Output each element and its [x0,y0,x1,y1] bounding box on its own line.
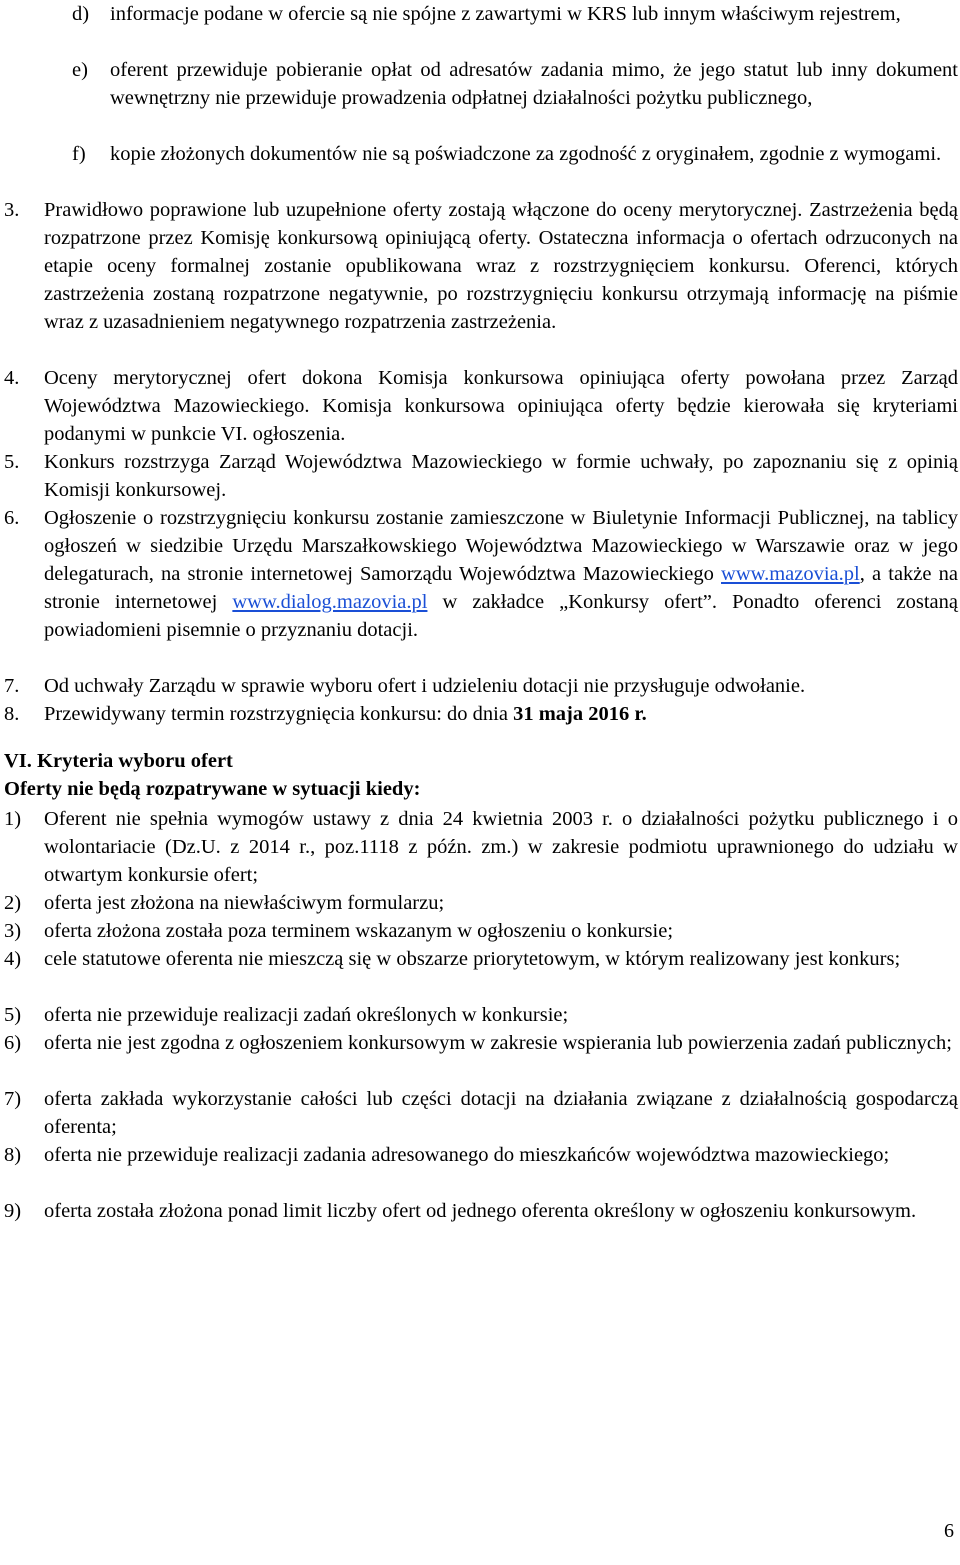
item-text-part: w zakładce „Konkursy ofert”. Ponadto oferenci zostaną powiadomieni pisemnie o przyznaniu dotacji. [44,591,958,641]
list-marker: 9) [4,1200,22,1222]
list-item-e [72,56,958,112]
list-marker: 5. [4,451,20,473]
numbered-item-6 [4,504,958,644]
item-text-part: , a także na stronie internetowej [44,563,958,613]
section-heading [4,747,233,775]
list-marker: 3. [4,199,20,221]
dialog-mazovia-link[interactable]: www.dialog.mazovia.pl [232,591,428,613]
list-item-text [44,700,958,728]
numbered-item-8 [4,700,958,728]
criteria-item-9 [4,1197,958,1225]
list-item-text: Oferent nie spełnia wymogów ustawy z dnia 24 kwietnia 2003 r. o działalności pożytku publicznego i o wolontariacie (Dz.U. z 2014 r., poz.1118 z późn. zm.) w zakresie podmiotu uprawnionego do udziału w otwartym konkursie ofert; [44,808,958,886]
item-text-part: Przewidywany termin rozstrzygnięcia konkursu: do dnia [44,703,514,725]
list-marker: 2) [4,892,22,914]
list-item-text: Prawidłowo poprawione lub uzupełnione oferty zostają włączone do oceny merytorycznej. Zastrzeżenia będą rozpatrzone przez Komisję konkursową opiniującą oferty. Ostateczna informacja o ofertach odrzuconych na etapie oceny formalnej zostanie opublikowana wraz z rozstrzygnięciem konkursu. Oferenci, których zastrzeżenia zostaną rozpatrzone negatywnie, po rozstrzygnięciu konkursu otrzymają informację na piśmie wraz z uzasadnieniem negatywnego rozpatrzenia zastrzeżenia. [44,199,958,333]
list-item-text [44,504,958,644]
list-marker: 8. [4,703,20,725]
list-marker: 4. [4,367,20,389]
list-item-text: oferta nie przewiduje realizacji zadania adresowanego do mieszkańców województwa mazowieckiego; [44,1144,890,1166]
deadline-date: 31 maja 2016 r. [513,703,647,725]
list-marker: 8) [4,1144,22,1166]
list-marker: 7. [4,675,20,697]
list-item-text: informacje podane w ofercie są nie spójne z zawartymi w KRS lub innym właściwym rejestrem, [110,3,901,25]
list-item-text: Konkurs rozstrzyga Zarząd Województwa Mazowieckiego w formie uchwały, po zapoznaniu się z opinią Komisji konkursowej. [44,451,958,501]
list-item-text: Od uchwały Zarządu w sprawie wyboru ofert i udzieleniu dotacji nie przysługuje odwołanie. [44,675,806,697]
list-item-text: oferta nie jest zgodna z ogłoszeniem konkursowym w zakresie wspierania lub powierzenia zadań publicznych; [44,1032,952,1054]
numbered-item-7 [4,672,958,700]
numbered-item-4 [4,364,958,448]
list-marker: 1) [4,808,22,830]
list-item-text: Oceny merytorycznej ofert dokona Komisja konkursowa opiniująca oferty powołana przez Zarząd Województwa Mazowieckiego. Komisja konkursowa opiniująca oferty będzie kierowała się kryteriami podanymi w punkcie VI. ogłoszenia. [44,367,958,445]
section-subtitle: Oferty nie będą rozpatrywane w sytuacji kiedy: [4,778,421,800]
numbered-item-3 [4,196,958,336]
list-marker: 7) [4,1088,22,1110]
criteria-item-2 [4,889,958,917]
list-item-text: oferta zakłada wykorzystanie całości lub części dotacji na działania związane z działalnością gospodarczą oferenta; [44,1088,958,1138]
criteria-item-4 [4,945,958,973]
page-number: 6 [944,1520,954,1542]
mazovia-link[interactable]: www.mazovia.pl [721,563,860,585]
list-marker: 6. [4,507,20,529]
list-marker: f) [72,143,86,165]
list-item-text: cele statutowe oferenta nie mieszczą się w obszarze priorytetowym, w którym realizowany jest konkurs; [44,948,901,970]
list-marker: d) [72,3,90,25]
criteria-item-3 [4,917,958,945]
criteria-item-7 [4,1085,958,1141]
list-item-text: kopie złożonych dokumentów nie są poświadczone za zgodność z oryginałem, zgodnie z wymogami. [110,143,942,165]
list-marker: e) [72,59,88,81]
criteria-item-1 [4,805,958,889]
list-item-f [72,140,958,168]
list-item-text: oferta nie przewiduje realizacji zadań określonych w konkursie; [44,1004,569,1026]
list-item-text: oferta złożona została poza terminem wskazanym w ogłoszeniu o konkursie; [44,920,674,942]
list-marker: 6) [4,1032,22,1054]
list-marker: 5) [4,1004,22,1026]
section-title: Kryteria wyboru ofert [37,750,233,772]
criteria-item-6 [4,1029,958,1057]
item-text-part: Ogłoszenie o rozstrzygnięciu konkursu zostanie zamieszczone w Biuletynie Informacji Publicznej, na tablicy ogłoszeń w siedzibie Urzędu Marszałkowskiego Województwa Mazowieckiego w Warszawie oraz w jego delegaturach, na stronie internetowej Samorządu Województwa Mazowieckiego [44,507,958,585]
section-number: VI. [4,750,32,772]
criteria-item-5 [4,1001,958,1029]
list-item-text: oferent przewiduje pobieranie opłat od adresatów zadania mimo, że jego statut lub inny dokument wewnętrzny nie przewiduje prowadzenia odpłatnej działalności pożytku publicznego, [110,59,958,109]
list-item-text: oferta została złożona ponad limit liczby ofert od jednego oferenta określony w ogłoszeniu konkursowym. [44,1200,917,1222]
list-marker: 4) [4,948,22,970]
list-item-text: oferta jest złożona na niewłaściwym formularzu; [44,892,445,914]
numbered-item-5 [4,448,958,504]
list-marker: 3) [4,920,22,942]
criteria-item-8 [4,1141,958,1169]
list-item-d [72,0,958,28]
